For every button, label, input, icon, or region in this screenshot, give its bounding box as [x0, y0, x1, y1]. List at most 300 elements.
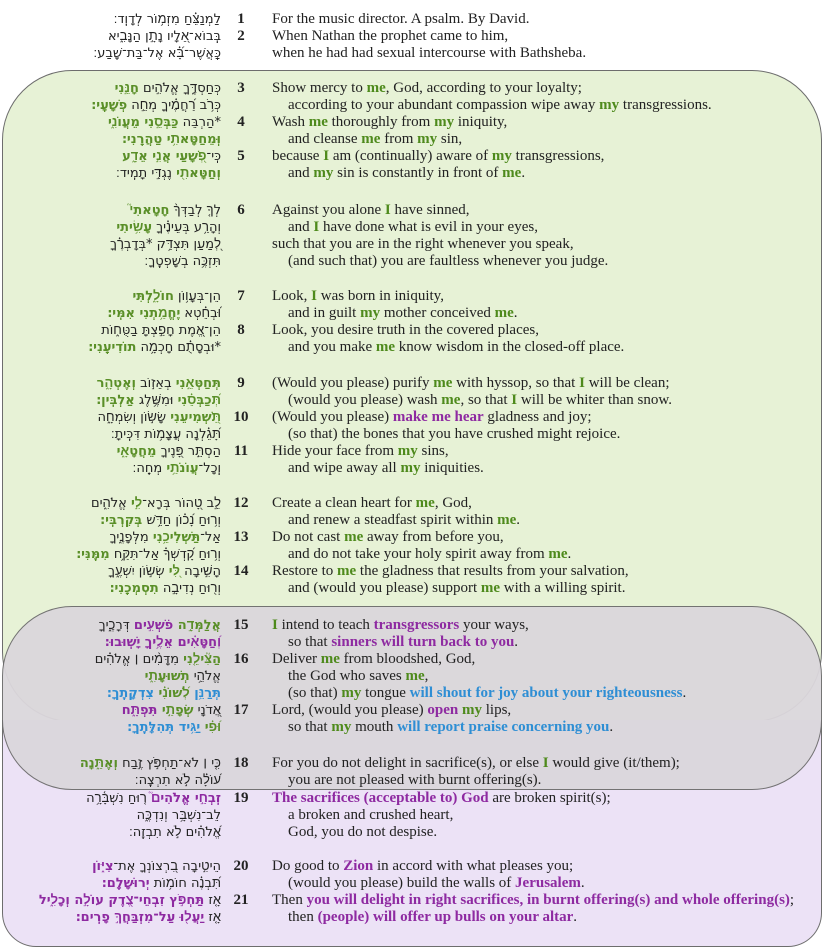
text-segment: and cleanse	[288, 131, 362, 147]
text-segment: (Would you please) purify	[272, 375, 434, 391]
text-segment: will be clean;	[584, 375, 670, 391]
highlighted-text: open	[427, 702, 459, 718]
text-segment: tongue	[361, 685, 410, 701]
english-line	[272, 375, 670, 392]
verse-number: 12	[233, 495, 249, 511]
english-line	[288, 426, 620, 443]
highlighted-text: חוֹלָ֑לְתִּי	[132, 289, 174, 304]
english-line	[272, 80, 582, 97]
highlighted-text: me	[494, 305, 514, 321]
hebrew-line	[145, 668, 221, 685]
text-segment: am (continually) aware of	[329, 148, 492, 164]
verse-number: 15	[233, 617, 249, 633]
highlighted-text: תַּ֭שְׁמִיעֵנִי	[170, 410, 221, 425]
english-line	[272, 114, 507, 131]
english-line	[272, 409, 592, 426]
english-line	[288, 339, 624, 356]
hebrew-line	[114, 11, 221, 28]
text-segment: שְׂשׂ֣וֹן יִשְׁעֶ֑ךָ	[107, 564, 169, 579]
hebrew-line	[97, 375, 221, 392]
text-segment: Look,	[272, 288, 312, 304]
text-segment: mouth	[351, 719, 398, 735]
text-segment: Do not cast	[272, 529, 345, 545]
text-segment: וּמִשֶּׁ֥לֶג	[134, 393, 178, 408]
hebrew-line	[100, 512, 221, 529]
hebrew-line	[76, 909, 221, 926]
hebrew-line	[93, 45, 221, 62]
text-segment: מִלְּפָנֶ֑יךָ	[109, 530, 153, 545]
hebrew-line	[122, 148, 221, 165]
verse-number: 20	[233, 858, 249, 874]
hebrew-line	[132, 288, 221, 305]
highlighted-text: my	[331, 719, 352, 735]
text-segment: was born in iniquity,	[317, 288, 444, 304]
english-line	[272, 892, 794, 909]
text-segment: so that	[288, 634, 332, 650]
highlighted-text: sinners will turn back to you	[331, 634, 515, 650]
english-line	[272, 28, 508, 45]
highlighted-text: me	[361, 131, 381, 147]
highlighted-text: my	[434, 114, 455, 130]
text-segment: then	[288, 909, 318, 925]
text-segment: לְ֭מַעַן תִּצְדַּ֥ק *בְּדָבְרֶ֗ךָ	[109, 237, 221, 252]
english-line	[288, 392, 672, 409]
highlighted-text: me	[375, 339, 396, 355]
text-segment: וְר֥וּחַ נָ֝כ֗וֹן חַדֵּ֥שׁ	[142, 513, 221, 528]
english-line	[272, 443, 449, 460]
english-line	[272, 11, 529, 28]
highlighted-text: צִיּ֑וֹן	[92, 859, 114, 874]
highlighted-text: me	[548, 546, 568, 562]
hebrew-line	[76, 546, 221, 563]
highlighted-text: יְרוּשָׁלִָֽם׃	[101, 876, 150, 891]
highlighted-text: תְּ֝כַבְּסֵ֗נִי	[177, 393, 221, 408]
text-segment: הֵן־אֱ֭מֶת חָפַ֣צְתָּ בַטֻּח֑וֹת	[101, 323, 221, 338]
hebrew-line	[108, 28, 221, 45]
text-segment: (would you please) build the walls of	[288, 875, 516, 891]
text-segment: אֲ֭דֹנָי	[193, 703, 221, 718]
text-segment: sins,	[417, 443, 449, 459]
text-segment: .	[516, 512, 521, 528]
text-segment: with a willing spirit.	[500, 580, 626, 596]
verse-number: 1	[237, 11, 245, 27]
text-segment: transgressions.	[619, 97, 712, 113]
text-segment: and do not take your holy spirit away from	[288, 546, 549, 562]
highlighted-text: מֵחֲטָאָ֑י	[116, 444, 157, 459]
text-segment: כִּֽי־	[206, 149, 221, 164]
text-segment: the God who saves	[288, 668, 406, 684]
highlighted-text: עֲוֺנֹתַ֥י	[166, 461, 199, 476]
text-segment: , God, according to your loyalty;	[385, 80, 582, 96]
text-segment: לֵ֣ב טָ֭הוֹר בְּרָא־	[142, 496, 221, 511]
text-segment: , so that	[460, 392, 512, 408]
text-segment: sin,	[437, 131, 463, 147]
hebrew-line	[91, 495, 221, 512]
highlighted-text: my	[417, 131, 438, 147]
text-segment: transgressions,	[511, 148, 605, 164]
highlighted-text: my	[461, 702, 482, 718]
text-segment: (Would you please)	[272, 409, 393, 425]
highlighted-text: עָשִׂ֥יתִי	[116, 220, 152, 235]
highlighted-text: וְ֝חַטָּאִ֗ים אֵלֶ֥יךָ יָשֽׁוּבוּ׃	[104, 635, 221, 650]
highlighted-text: my	[400, 460, 421, 476]
highlighted-text: my	[491, 148, 512, 164]
highlighted-text: me	[502, 165, 522, 181]
hebrew-line	[105, 634, 221, 651]
text-segment: with hyssop, so that	[452, 375, 580, 391]
text-segment: Wash	[272, 114, 309, 130]
highlighted-text: me	[337, 563, 357, 579]
hebrew-line	[101, 322, 221, 339]
hebrew-line	[96, 392, 221, 409]
text-segment: would give (it/them);	[548, 755, 680, 771]
english-line	[288, 305, 518, 322]
highlighted-text: my	[313, 165, 334, 181]
english-line	[288, 668, 428, 685]
highlighted-text: תַּשְׁלִיכֵ֥נִי	[152, 530, 201, 545]
highlighted-text: וּֽמֵחַטָּאתִ֥י טַהֲרֵֽנִי׃	[122, 132, 221, 147]
highlighted-text: my	[341, 685, 362, 701]
text-segment: a broken and crushed heart,	[288, 807, 454, 823]
text-segment: Restore to	[272, 563, 337, 579]
text-segment: ר֤וּחַ נִשְׁבָּ֫רָ֥ה	[86, 791, 151, 806]
text-segment: דְּרָכֶ֑יךָ	[98, 618, 134, 633]
text-segment: from	[380, 131, 418, 147]
english-line	[288, 807, 453, 824]
hebrew-line	[144, 253, 221, 270]
highlighted-text: פֹשְׁעִ֣ים	[133, 618, 178, 633]
english-line	[288, 131, 462, 148]
highlighted-text: וְחַטָּאתִ֖י	[176, 166, 221, 181]
highlighted-text: me	[497, 512, 517, 528]
text-segment: כַּֽאֲשֶׁר־בָּ֝֗א אֶל־בַּת־שָֽׁבַע׃	[93, 46, 221, 61]
verse-number: 3	[237, 80, 245, 96]
highlighted-text: will shout for joy about your righteousness	[409, 685, 683, 701]
english-line	[288, 546, 571, 563]
text-segment: iniquities.	[420, 460, 484, 476]
text-segment: intend to teach	[277, 617, 374, 633]
highlighted-text: transgressors	[373, 617, 460, 633]
hebrew-line	[127, 719, 221, 736]
hebrew-line	[135, 772, 221, 789]
text-segment: know wisdom in the closed-off place.	[395, 339, 625, 355]
highlighted-text: תְשׁוּעָתִ֑י	[144, 669, 190, 684]
highlighted-text: will report praise concerning you	[397, 719, 610, 735]
text-segment: from bloodshed, God,	[339, 651, 476, 667]
text-segment: הֵיטִ֣יבָה בִ֭רְצוֹנְךָ אֶת־	[113, 859, 221, 874]
text-segment: (so that) the bones that you have crushed might rejoice.	[288, 426, 621, 442]
highlighted-text: The sacrifices (acceptable to) God	[272, 790, 489, 806]
hebrew-line	[39, 892, 221, 909]
english-line	[272, 790, 611, 807]
english-line	[272, 755, 680, 772]
english-line	[288, 165, 525, 182]
english-line	[272, 288, 444, 305]
text-segment: כְּרֹ֥ב רַ֝חֲמֶ֗יךָ מְחֵ֣ה	[127, 98, 221, 113]
hebrew-line	[108, 114, 221, 131]
verse-number: 16	[233, 651, 249, 667]
hebrew-line	[107, 305, 221, 322]
hebrew-line	[129, 202, 221, 219]
text-segment: *הַרְבֵּה	[178, 115, 221, 130]
text-segment: מְחֵֽה׃	[132, 461, 167, 476]
hebrew-line	[117, 443, 221, 460]
verse-number: 10	[233, 409, 249, 425]
highlighted-text: I	[313, 219, 320, 235]
text-segment: (so that)	[288, 685, 342, 701]
hebrew-line	[80, 755, 221, 772]
text-segment: ,	[424, 668, 429, 684]
highlighted-text: my	[599, 97, 620, 113]
text-segment: the gladness that results from your salvation,	[356, 563, 629, 579]
hebrew-line	[116, 165, 221, 182]
text-segment: .	[682, 685, 687, 701]
highlighted-text: חָטָאתִי֮	[129, 203, 170, 218]
text-segment: will be whiter than snow.	[517, 392, 672, 408]
highlighted-text: make me hear	[392, 409, 484, 425]
highlighted-text: וְאֶתֵּ֑נָה	[79, 756, 118, 771]
verse-number: 4	[237, 114, 245, 130]
highlighted-text: me	[405, 668, 425, 684]
text-segment: וְֽכָל־	[198, 461, 221, 476]
highlighted-text: כַּבְּסֵ֣נִי מֵעֲוֺנִ֑י	[107, 115, 179, 130]
highlighted-text: אֲלַמְּדָ֣ה	[177, 618, 221, 633]
text-segment: and renew a steadfast spirit within	[288, 512, 498, 528]
hebrew-line	[110, 580, 221, 597]
text-segment: *וּבְסָתֻ֗ם חָכְמָ֥ה	[136, 340, 221, 355]
text-segment: thoroughly from	[327, 114, 435, 130]
highlighted-text: תִּפְתָּ֑ח	[121, 703, 162, 718]
hebrew-line	[122, 702, 221, 719]
english-line	[288, 460, 484, 477]
highlighted-text: יַעֲל֖וּ עַל־מִזְבַּחֲךָ֣ פָרִֽים׃	[75, 910, 205, 925]
text-segment: mother conceived	[380, 305, 495, 321]
text-segment: וְר֖וּחַ נְדִיבָ֣ה	[158, 581, 221, 596]
text-segment: are broken spirit(s);	[488, 790, 611, 806]
verse-number: 5	[237, 148, 245, 164]
highlighted-text: בְּקִרְבִּֽי׃	[100, 513, 143, 528]
highlighted-text: I	[579, 375, 585, 391]
text-segment: and	[288, 165, 314, 181]
verse-number: 6	[237, 202, 245, 218]
english-line	[288, 253, 608, 270]
highlighted-text: פְשָׁעָֽי׃	[91, 98, 128, 113]
text-segment: וְר֥וּחַ קָ֝דְשְׁךָ֗ אַל־תִּקַּ֥ח	[109, 547, 221, 562]
highlighted-text: me	[366, 80, 386, 96]
highlighted-text: me	[320, 651, 340, 667]
text-segment: , God,	[434, 495, 472, 511]
highlighted-text: me	[441, 392, 461, 408]
text-segment: Against you alone	[272, 202, 385, 218]
highlighted-text: יֶחֱמַ֥תְנִי אִמִּֽי׃	[107, 306, 181, 321]
verse-number: 8	[237, 322, 245, 338]
text-segment: הֵן־בְּעָו֥וֹן	[173, 289, 221, 304]
hebrew-line	[110, 236, 221, 253]
text-segment: .	[521, 165, 526, 181]
text-segment: בְאֵז֣וֹב	[136, 376, 176, 391]
verse-number: 11	[233, 443, 249, 459]
hebrew-line	[111, 426, 221, 443]
highlighted-text: תְּחַטְּאֵ֣נִי	[175, 376, 221, 391]
english-line	[288, 97, 712, 114]
english-line	[288, 909, 577, 926]
highlighted-text: I	[311, 288, 318, 304]
verse-number: 7	[237, 288, 245, 304]
hebrew-line	[116, 219, 221, 236]
verse-number: 18	[233, 755, 249, 771]
text-segment: .	[609, 719, 614, 735]
text-segment: Hide your face from	[272, 443, 398, 459]
hebrew-line	[108, 563, 221, 580]
english-line	[288, 580, 625, 597]
hebrew-line	[98, 409, 221, 426]
highlighted-text: תִסְמְכֵֽנִי׃	[109, 581, 159, 596]
text-segment: הָשִׁ֣יבָה	[179, 564, 221, 579]
text-segment: Do good to	[272, 858, 344, 874]
text-segment: your ways,	[459, 617, 529, 633]
highlighted-text: לִּ֭י	[168, 564, 180, 579]
highlighted-text: וּ֝פִ֗י	[204, 720, 221, 735]
text-segment: .	[580, 875, 585, 891]
text-segment: אֱלֹהֵ֥י	[189, 669, 221, 684]
highlighted-text: Zion	[343, 858, 374, 874]
english-line	[288, 719, 613, 736]
english-line	[272, 563, 629, 580]
text-segment: according to your abundant compassion wipe away	[288, 97, 600, 113]
highlighted-text: תוֹדִיעֵֽנִי׃	[88, 340, 137, 355]
highlighted-text: I	[511, 392, 518, 408]
text-segment: תָּ֝גֵ֗לְנָה עֲצָמ֥וֹת דִּכִּֽיתָ׃	[110, 427, 221, 442]
highlighted-text: I	[272, 617, 278, 633]
highlighted-text: Jerusalem	[515, 875, 581, 891]
english-line	[272, 495, 472, 512]
text-segment: Deliver	[272, 651, 321, 667]
text-segment: Lord, (would you please)	[272, 702, 428, 718]
english-line	[272, 858, 573, 875]
highlighted-text: my	[397, 443, 418, 459]
english-line	[272, 202, 469, 219]
highlighted-text: פְ֭שָׁעַי אֲנִ֣י אֵדָ֑ע	[122, 149, 207, 164]
text-segment: sin is constantly in front of	[333, 165, 503, 181]
highlighted-text: תְּרַנֵּ֥ן	[194, 686, 221, 701]
hebrew-line	[95, 651, 221, 668]
text-segment: אָ֤ז	[204, 910, 221, 925]
highlighted-text: my	[360, 305, 381, 321]
hebrew-line	[91, 97, 221, 114]
text-segment: have done what is evil in your eyes,	[319, 219, 538, 235]
highlighted-text: חָנֵּ֣נִי	[114, 81, 139, 96]
text-segment: when he had had sexual intercourse with Bathsheba.	[272, 45, 587, 61]
hebrew-line	[109, 529, 221, 546]
hebrew-line	[115, 80, 221, 97]
text-segment: וּ֝בְחֵ֗טְא	[180, 306, 221, 321]
text-segment: For you do not delight in sacrifice(s), or else	[272, 755, 543, 771]
text-segment: אָ֤ז	[204, 893, 221, 908]
text-segment: כְּחַסְדֶּ֑ךָ	[178, 81, 221, 96]
verse-number: 2	[237, 28, 245, 44]
text-segment: and in guilt	[288, 305, 361, 321]
text-segment: and (would you please) support	[288, 580, 481, 596]
english-line	[272, 617, 529, 634]
text-segment: .	[567, 546, 572, 562]
text-segment: because	[272, 148, 324, 164]
hebrew-line	[88, 339, 221, 356]
text-segment: gladness and joy;	[483, 409, 592, 425]
hebrew-line	[107, 685, 221, 702]
text-segment: וְהָרַ֥ע בְּעֵינֶ֗יךָ	[151, 220, 221, 235]
text-segment: תִּ֝בְנֶ֗ה חוֹמ֥וֹת	[149, 876, 221, 891]
highlighted-text: (people) will offer up bulls on your altar	[317, 909, 574, 925]
english-line	[288, 512, 520, 529]
text-segment: (would you please) wash	[288, 392, 442, 408]
highlighted-text: מִמֶּֽנִּי׃	[76, 547, 110, 562]
highlighted-text: אַלְבִּֽין׃	[96, 393, 135, 408]
hebrew-line	[133, 460, 221, 477]
text-segment: and wipe away all	[288, 460, 401, 476]
highlighted-text: me	[433, 375, 453, 391]
text-segment: לְךָ֤ לְבַדְּךָ֨	[169, 203, 221, 218]
verse-number: 14	[233, 563, 249, 579]
text-segment: so that	[288, 719, 332, 735]
highlighted-text: שְׂפָתַ֣י	[161, 703, 194, 718]
hebrew-line	[86, 790, 221, 807]
text-segment: .	[514, 634, 519, 650]
highlighted-text: לִ֣י	[130, 496, 143, 511]
text-segment: כִּ֤י ׀ לֹא־תַחְפֹּ֣ץ זֶ֣בַח	[117, 756, 221, 771]
english-line	[288, 685, 686, 702]
highlighted-text: you will delight in right sacrifices, in burnt offering(s) and whole offering(s)	[306, 892, 790, 908]
english-line	[288, 824, 437, 841]
english-line	[272, 45, 586, 62]
text-segment: For the music director. A psalm. By David.	[272, 11, 530, 27]
text-segment: לֵב־נִשְׁבָּ֥ר וְנִדְכֶּ֑ה	[136, 808, 221, 823]
hebrew-line	[129, 824, 221, 841]
verse-number: 19	[233, 790, 249, 806]
english-line	[272, 236, 574, 253]
text-segment: שָׂשׂ֣וֹן וְשִׂמְחָ֑ה	[97, 410, 171, 425]
english-line	[288, 772, 541, 789]
highlighted-text: תַּחְפֹּ֣ץ זִבְחֵי־צֶ֭דֶק עוֹלָ֣ה וְכָלִ֑יל	[38, 893, 205, 908]
text-segment: and you make	[288, 339, 376, 355]
hebrew-line	[99, 617, 221, 634]
english-line	[288, 219, 538, 236]
text-segment: and	[288, 219, 314, 235]
highlighted-text: זִֽבְחֵ֣י אֱלֹהִים֮	[150, 791, 221, 806]
text-segment: מִדָּמִ֨ים ׀ אֱלֹהִ֗ים	[94, 652, 184, 667]
text-segment: Look, you desire truth in the covered places,	[272, 322, 539, 338]
highlighted-text: צִדְקָתֶֽךָ׃	[107, 686, 159, 701]
english-line	[272, 529, 504, 546]
text-segment: Create a clean heart for	[272, 495, 416, 511]
text-segment: בְּֽבוֹא־אֵ֭לָיו נָתָ֣ן הַנָּבִ֑יא	[107, 29, 221, 44]
text-segment: such that you are in the right whenever you speak,	[272, 236, 574, 252]
hebrew-line	[137, 807, 221, 824]
text-segment: you are not pleased with burnt offering(s).	[288, 772, 542, 788]
highlighted-text: הַצִּ֘ילֵ֤נִי	[183, 652, 221, 667]
highlighted-text: me	[415, 495, 435, 511]
text-segment: in accord with what pleases you;	[373, 858, 574, 874]
text-segment: .	[573, 909, 578, 925]
text-segment: When Nathan the prophet came to him,	[272, 28, 509, 44]
highlighted-text: I	[323, 148, 330, 164]
verse-number: 21	[233, 892, 249, 908]
english-line	[272, 322, 539, 339]
text-segment: away from before you,	[363, 529, 504, 545]
text-segment: אֱ֝לֹהִ֗ים לֹ֣א תִבְזֶֽה׃	[128, 825, 221, 840]
highlighted-text: יַגִּ֥יד תְּהִלָּתֶֽךָ׃	[127, 720, 205, 735]
hebrew-line	[102, 875, 221, 892]
text-segment: ע֝וֹלָ֗ה לֹ֣א תִרְצֶֽה׃	[134, 773, 221, 788]
